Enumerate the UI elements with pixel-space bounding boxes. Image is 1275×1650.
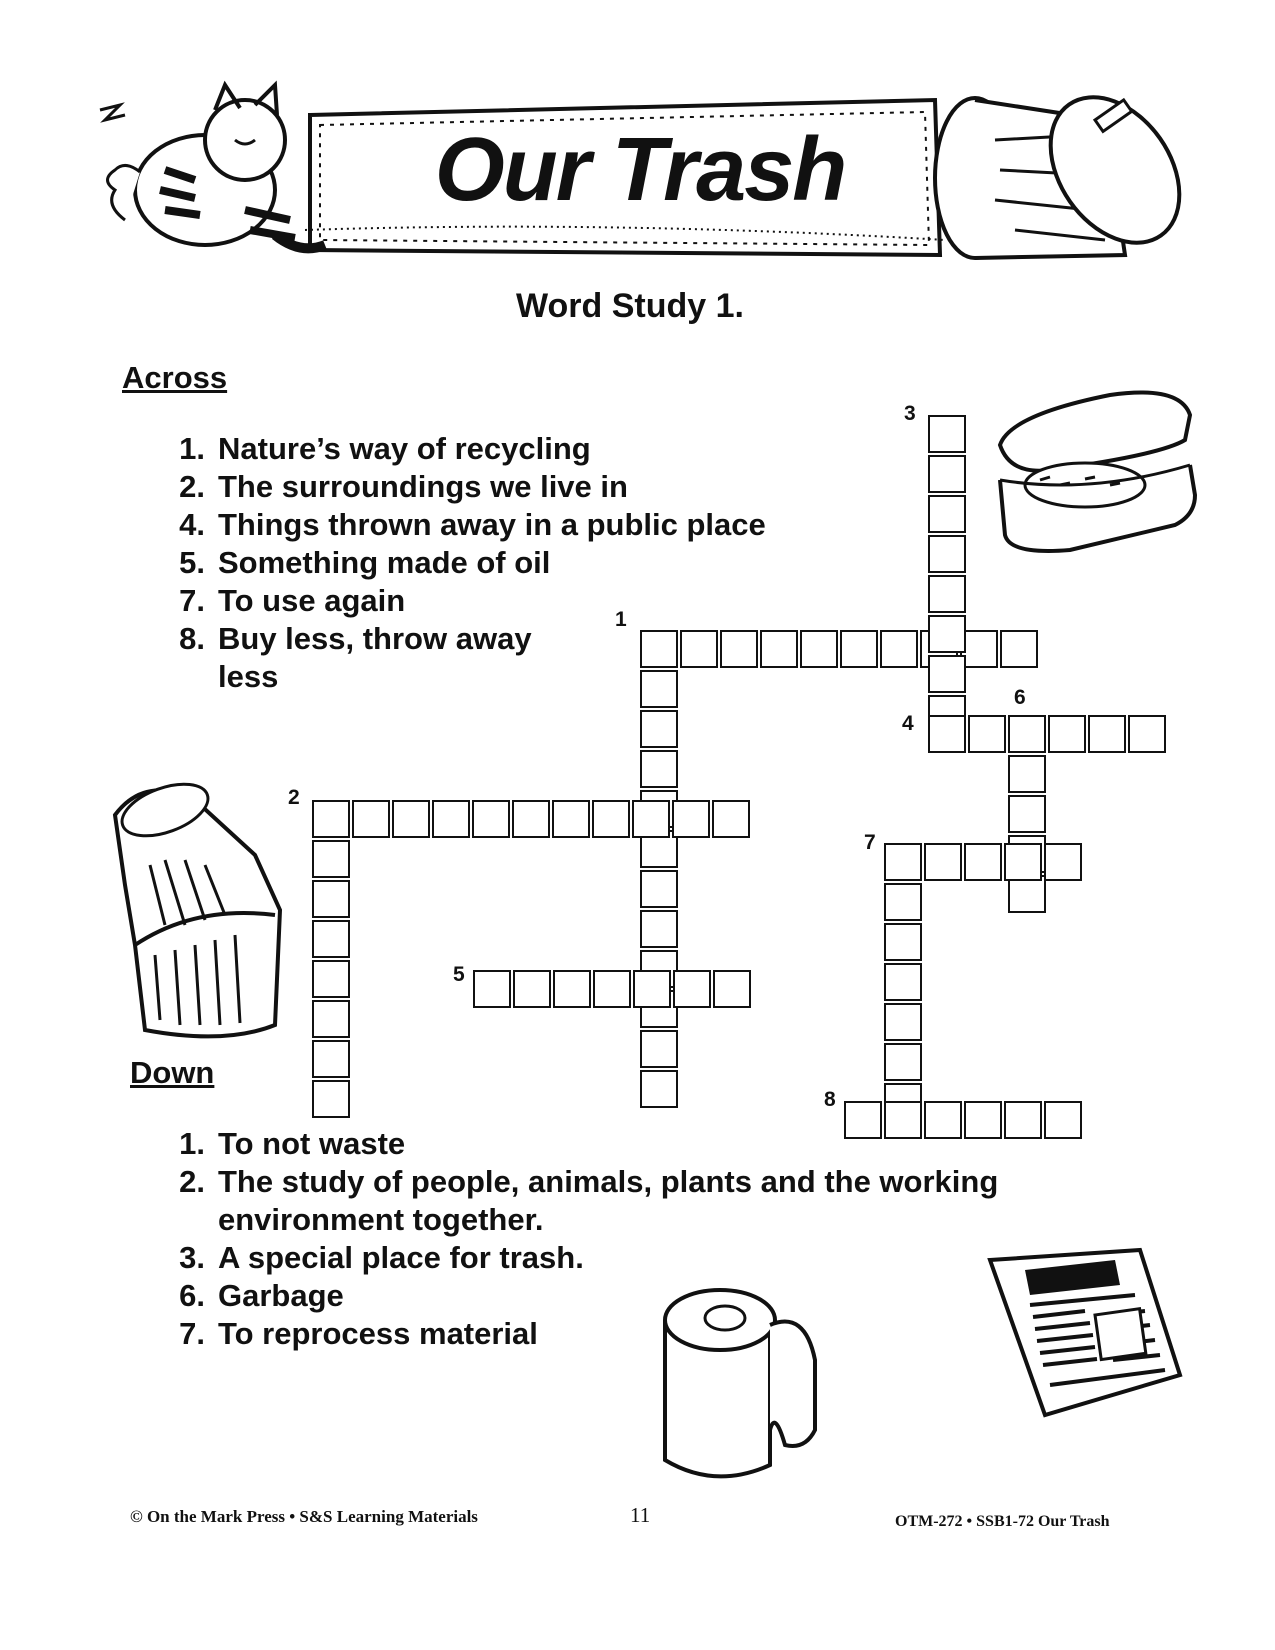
crushed-can-icon — [105, 775, 290, 1040]
crossword-cell[interactable] — [512, 800, 550, 838]
crossword-cell[interactable] — [432, 800, 470, 838]
crossword-cell[interactable] — [884, 923, 922, 961]
crossword-cell[interactable] — [712, 800, 750, 838]
paper-roll-icon — [655, 1280, 830, 1495]
crossword-cell[interactable] — [1008, 715, 1046, 753]
crossword-cell[interactable] — [592, 800, 630, 838]
clue-text: Things thrown away in a public place — [218, 507, 766, 542]
crossword-cell[interactable] — [312, 840, 350, 878]
crossword-cell[interactable] — [1044, 843, 1082, 881]
crossword-cell[interactable] — [880, 630, 918, 668]
clue-number: 5. — [179, 545, 205, 580]
crossword-cell[interactable] — [673, 970, 711, 1008]
crossword-cell[interactable] — [633, 970, 671, 1008]
clue-number: 8. — [179, 621, 205, 656]
crossword-cell[interactable] — [1048, 715, 1086, 753]
crossword-cell[interactable] — [1008, 795, 1046, 833]
crossword-cell[interactable] — [1000, 630, 1038, 668]
crossword-cell[interactable] — [928, 495, 966, 533]
crossword-cell[interactable] — [928, 415, 966, 453]
across-heading: Across — [122, 360, 228, 395]
grid-number-3: 3 — [904, 402, 916, 425]
crossword-cell[interactable] — [312, 960, 350, 998]
crossword-cell[interactable] — [928, 575, 966, 613]
crossword-cell[interactable] — [1008, 755, 1046, 793]
clue-number: 3. — [179, 1240, 205, 1275]
grid-number-1: 1 — [615, 608, 627, 631]
clue-text: The surroundings we live in — [218, 469, 628, 504]
crossword-cell[interactable] — [312, 1080, 350, 1118]
crossword-cell[interactable] — [640, 1030, 678, 1068]
crossword-cell[interactable] — [924, 843, 962, 881]
crossword-cell[interactable] — [800, 630, 838, 668]
clue-text: The study of people, animals, plants and the working environment together. — [218, 1164, 999, 1237]
crossword-cell[interactable] — [640, 630, 678, 668]
crossword-cell[interactable] — [640, 870, 678, 908]
crossword-cell[interactable] — [640, 910, 678, 948]
crossword-cell[interactable] — [640, 670, 678, 708]
crossword-cell[interactable] — [640, 710, 678, 748]
crossword-cell[interactable] — [312, 1040, 350, 1078]
page-title: Our Trash — [434, 120, 846, 220]
crossword-cell[interactable] — [312, 920, 350, 958]
crossword-cell[interactable] — [1128, 715, 1166, 753]
newspaper-icon — [985, 1245, 1185, 1420]
page-subtitle: Word Study 1. — [516, 287, 744, 325]
crossword-cell[interactable] — [964, 1101, 1002, 1139]
crossword-cell[interactable] — [884, 1101, 922, 1139]
clue-text: To not waste — [218, 1126, 406, 1161]
crossword-cell[interactable] — [1004, 843, 1042, 881]
clue-text: To reprocess material — [218, 1316, 538, 1351]
crossword-cell[interactable] — [553, 970, 591, 1008]
crossword-cell[interactable] — [1088, 715, 1126, 753]
grid-number-4: 4 — [902, 712, 914, 735]
crossword-cell[interactable] — [884, 1043, 922, 1081]
clue-number: 7. — [179, 583, 205, 618]
crossword-cell[interactable] — [312, 880, 350, 918]
crossword-cell[interactable] — [968, 715, 1006, 753]
clue-number: 1. — [179, 431, 205, 466]
crossword-cell[interactable] — [640, 750, 678, 788]
clue-text: To use again — [218, 583, 406, 618]
crossword-cell[interactable] — [840, 630, 878, 668]
crossword-cell[interactable] — [352, 800, 390, 838]
clue-text: Buy less, throw away less — [218, 621, 532, 694]
clue-text: Nature’s way of recycling — [218, 431, 591, 466]
crossword-cell[interactable] — [680, 630, 718, 668]
grid-number-2: 2 — [288, 786, 300, 809]
crossword-cell[interactable] — [672, 800, 710, 838]
clue-text: Garbage — [218, 1278, 344, 1313]
sandwich-container-icon — [990, 385, 1205, 565]
crossword-cell[interactable] — [472, 800, 510, 838]
crossword-cell[interactable] — [392, 800, 430, 838]
crossword-cell[interactable] — [312, 800, 350, 838]
crossword-cell[interactable] — [593, 970, 631, 1008]
crossword-cell[interactable] — [928, 715, 966, 753]
footer-code: OTM-272 • SSB1-72 Our Trash — [895, 1513, 1110, 1530]
clue-text: A special place for trash. — [218, 1240, 584, 1275]
crossword-cell[interactable] — [720, 630, 758, 668]
crossword-cell[interactable] — [713, 970, 751, 1008]
crossword-cell[interactable] — [884, 843, 922, 881]
crossword-cell[interactable] — [312, 1000, 350, 1038]
crossword-cell[interactable] — [760, 630, 798, 668]
crossword-cell[interactable] — [513, 970, 551, 1008]
crossword-cell[interactable] — [924, 1101, 962, 1139]
crossword-cell[interactable] — [928, 455, 966, 493]
crossword-cell[interactable] — [928, 655, 966, 693]
crossword-cell[interactable] — [473, 970, 511, 1008]
clue-number: 1. — [179, 1126, 205, 1161]
grid-number-6: 6 — [1014, 686, 1026, 709]
page-number: 11 — [630, 1503, 651, 1527]
crossword-cell[interactable] — [928, 535, 966, 573]
crossword-cell[interactable] — [884, 963, 922, 1001]
clue-text: Something made of oil — [218, 545, 551, 580]
crossword-cell[interactable] — [632, 800, 670, 838]
crossword-cell[interactable] — [964, 843, 1002, 881]
crossword-cell[interactable] — [1044, 1101, 1082, 1139]
crossword-cell[interactable] — [928, 615, 966, 653]
down-heading: Down — [130, 1055, 215, 1090]
crossword-cell[interactable] — [884, 883, 922, 921]
clue-number: 6. — [179, 1278, 205, 1313]
crossword-cell[interactable] — [640, 1070, 678, 1108]
clue-number: 2. — [179, 469, 205, 504]
crossword-cell[interactable] — [844, 1101, 882, 1139]
crossword-cell[interactable] — [552, 800, 590, 838]
clue-number: 4. — [179, 507, 205, 542]
clue-number: 7. — [179, 1316, 205, 1351]
grid-number-5: 5 — [453, 963, 465, 986]
crossword-cell[interactable] — [884, 1003, 922, 1041]
grid-number-8: 8 — [824, 1088, 836, 1111]
clue-number: 2. — [179, 1164, 205, 1199]
crossword-cell[interactable] — [1004, 1101, 1042, 1139]
grid-number-7: 7 — [864, 831, 876, 854]
footer-copyright: © On the Mark Press • S&S Learning Materials — [130, 1507, 478, 1526]
